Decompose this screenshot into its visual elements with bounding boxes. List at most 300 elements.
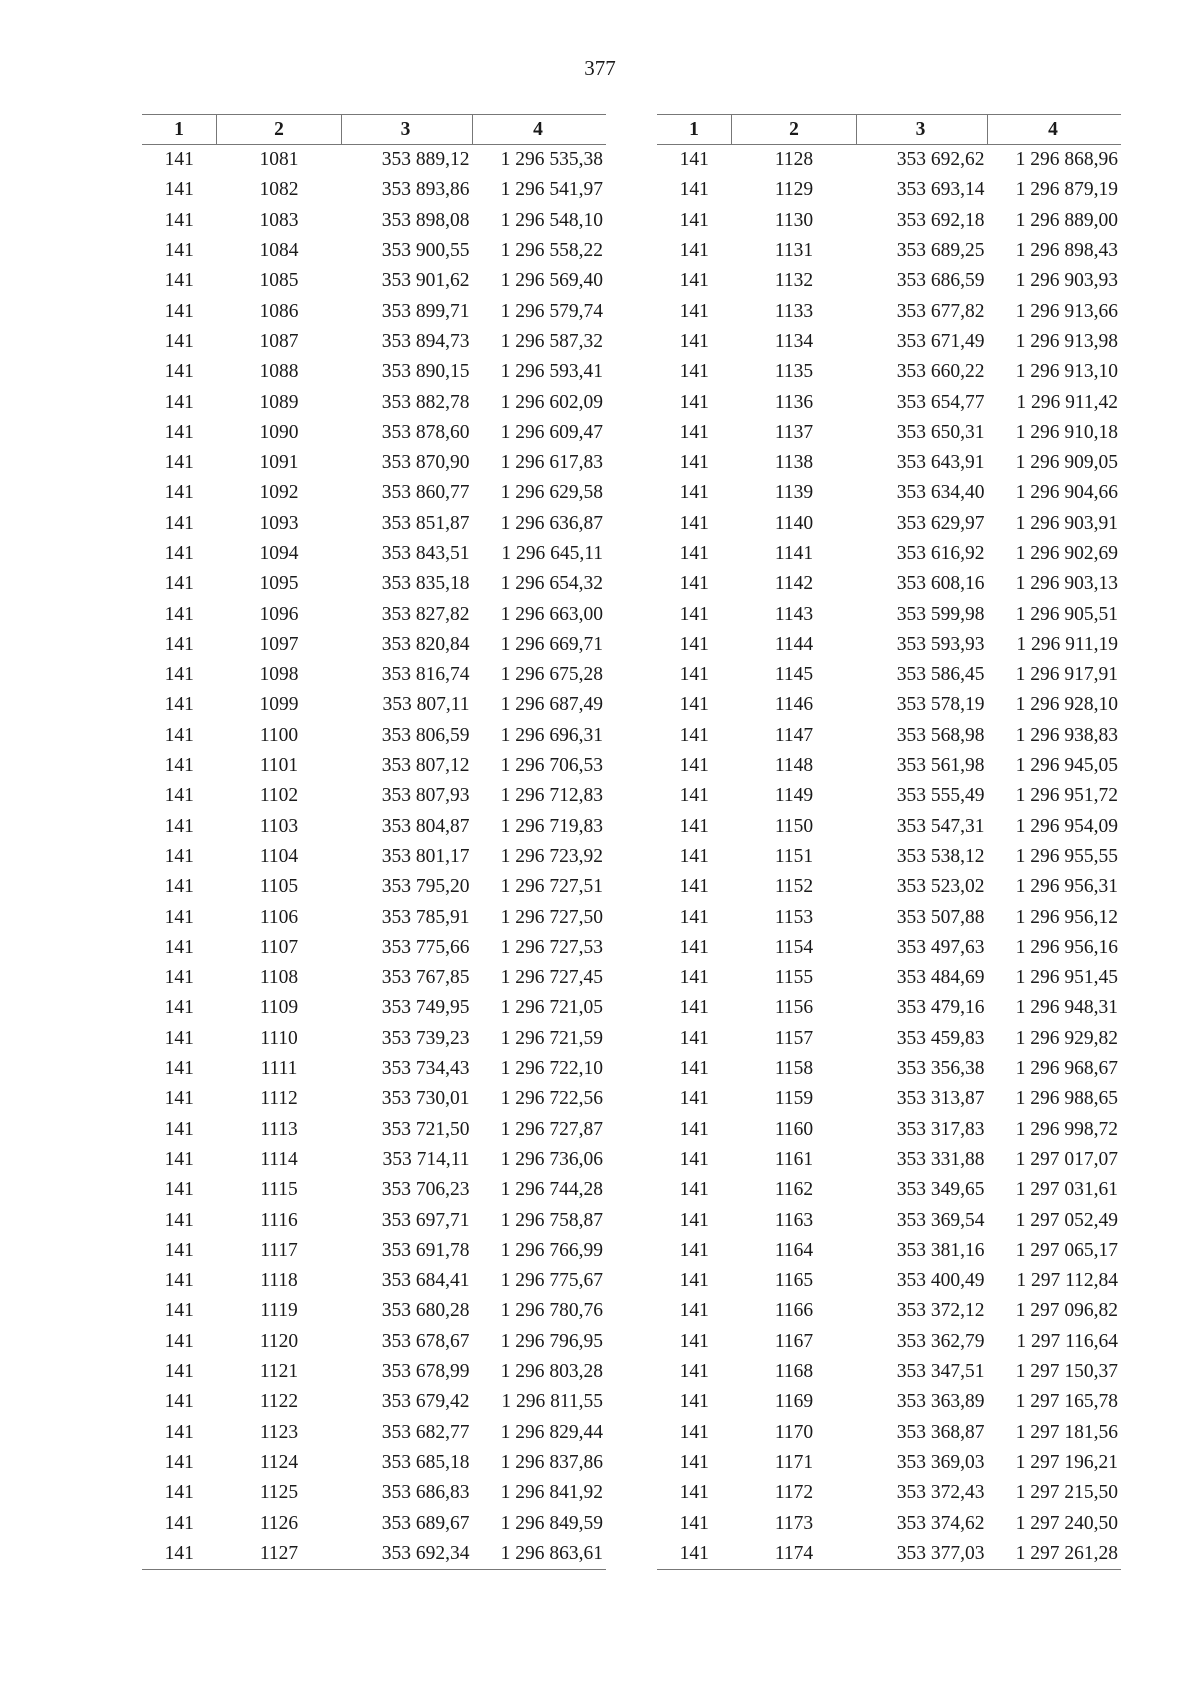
cell-x-coordinate: 353 692,34 [342,1539,473,1570]
table-row [657,690,1121,720]
cell-section: 141 [164,1451,194,1473]
cell-x-coordinate: 353 775,66 [381,936,470,958]
cell-point-number: 1096 [259,603,299,625]
cell-section: 141 [679,270,709,292]
cell-point-number: 1123 [259,1421,299,1443]
cell-point-number: 1155 [774,967,814,989]
table-row [657,1327,1121,1357]
table-row [142,357,606,387]
cell-y-coordinate: 1 297 116,64 [1016,1330,1118,1352]
table-row [657,509,1121,539]
cell-y-coordinate: 1 296 675,28 [500,664,603,686]
cell-x-coordinate: 353 739,23 [381,1027,470,1049]
cell-section: 141 [679,1270,709,1292]
cell-y-coordinate: 1 296 558,22 [500,240,603,262]
table-row [657,448,1121,478]
cell-y-coordinate: 1 296 579,74 [500,300,603,322]
cell-y-coordinate: 1 296 727,87 [500,1118,603,1140]
cell-point-number: 1145 [774,664,814,686]
table-row [142,206,606,236]
cell-y-coordinate: 1 297 096,82 [1015,1300,1118,1322]
cell-point-number: 1130 [774,209,814,231]
cell-section: 141 [679,149,709,171]
cell-point-number: 1161 [774,1148,814,1170]
cell-x-coordinate: 353 593,93 [896,633,985,655]
table-row [142,842,606,872]
table-row [142,145,606,176]
cell-section: 141 [679,573,709,595]
cell-section: 141 [679,664,709,686]
table-row [657,993,1121,1023]
cell-x-coordinate: 353 586,45 [896,664,985,686]
cell-y-coordinate: 1 296 719,83 [500,815,603,837]
table-row [657,660,1121,690]
cell-section: 141 [164,179,194,201]
table-row [142,539,606,569]
cell-x-coordinate: 353 677,82 [896,300,985,322]
cell-point-number: 1116 [260,1209,298,1231]
table-row [657,1387,1121,1417]
table-row [142,327,606,357]
cell-section: 141 [164,1421,194,1443]
table-row [657,1448,1121,1478]
cell-x-coordinate: 353 692,62 [896,149,985,171]
cell-point-number: 1146 [774,694,814,716]
cell-y-coordinate: 1 296 903,91 [1015,512,1118,534]
table-row [142,509,606,539]
cell-point-number: 1084 [259,240,299,262]
cell-x-coordinate: 353 599,98 [896,603,985,625]
cell-x-coordinate: 353 523,02 [896,876,985,898]
cell-x-coordinate: 353 882,78 [381,391,470,413]
cell-x-coordinate: 353 685,18 [381,1451,470,1473]
cell-x-coordinate: 353 372,12 [896,1300,985,1322]
table-row [142,1508,606,1538]
table-row [142,993,606,1023]
cell-x-coordinate: 353 634,40 [896,482,985,504]
cell-point-number: 1143 [774,603,814,625]
cell-y-coordinate: 1 296 722,56 [500,1088,603,1110]
cell-point-number: 1173 [774,1512,814,1534]
cell-y-coordinate: 1 296 727,50 [500,906,603,928]
cell-section: 141 [164,1209,194,1231]
cell-section: 141 [164,452,194,474]
table-row [142,1478,606,1508]
cell-y-coordinate: 1 297 017,07 [1015,1148,1118,1170]
cell-point-number: 1121 [259,1361,299,1383]
cell-x-coordinate: 353 820,84 [381,633,470,655]
table-row [142,1024,606,1054]
cell-point-number: 1134 [774,330,814,352]
cell-x-coordinate: 353 650,31 [896,421,985,443]
cell-x-coordinate: 353 538,12 [896,845,985,867]
cell-point-number: 1152 [774,876,814,898]
cell-y-coordinate: 1 296 938,83 [1015,724,1118,746]
cell-y-coordinate: 1 296 744,28 [500,1179,603,1201]
cell-x-coordinate: 353 679,42 [381,1391,470,1413]
cell-x-coordinate: 353 730,01 [381,1088,470,1110]
cell-y-coordinate: 1 296 913,98 [1015,330,1118,352]
table-row [142,266,606,296]
table-row [142,1266,606,1296]
cell-section: 141 [164,391,194,413]
cell-y-coordinate: 1 297 181,56 [1015,1421,1118,1443]
cell-point-number: 1165 [774,1270,814,1292]
table-row [657,1084,1121,1114]
cell-x-coordinate: 353 507,88 [896,906,985,928]
cell-point-number: 1128 [774,149,814,171]
cell-point-number: 1126 [259,1512,299,1534]
cell-y-coordinate: 1 296 956,31 [1015,876,1118,898]
cell-section: 141 [164,906,194,928]
cell-section: 141 [679,1421,709,1443]
cell-y-coordinate: 1 296 803,28 [500,1361,603,1383]
cell-x-coordinate: 353 374,62 [896,1512,985,1534]
table-row [142,1084,606,1114]
cell-section: 141 [679,845,709,867]
table-row [142,1448,606,1478]
table-row [657,418,1121,448]
cell-x-coordinate: 353 568,98 [896,724,985,746]
cell-point-number: 1131 [774,240,814,262]
table-row [657,842,1121,872]
cell-x-coordinate: 353 878,60 [381,421,470,443]
cell-point-number: 1120 [259,1330,299,1352]
cell-section: 141 [679,391,709,413]
table-row [657,1296,1121,1326]
cell-y-coordinate: 1 296 954,09 [1015,815,1118,837]
cell-section: 141 [679,452,709,474]
column-header-1: 1 [142,115,217,145]
table-row [142,1387,606,1417]
cell-point-number: 1133 [774,300,814,322]
table-row [657,327,1121,357]
cell-x-coordinate: 353 714,11 [382,1148,470,1170]
cell-section: 141 [164,603,194,625]
cell-x-coordinate: 353 347,51 [896,1361,985,1383]
cell-x-coordinate: 353 381,16 [896,1239,985,1261]
table-row [657,1539,1121,1570]
cell-y-coordinate: 1 296 956,16 [1015,936,1118,958]
cell-point-number: 1103 [259,815,299,837]
cell-section: 141 [164,512,194,534]
cell-x-coordinate: 353 721,50 [381,1118,470,1140]
table-row [657,1175,1121,1205]
table-row [657,1205,1121,1235]
cell-y-coordinate: 1 296 780,76 [500,1300,603,1322]
cell-section: 141 [679,815,709,837]
cell-point-number: 1127 [217,1539,342,1570]
cell-section: 141 [164,1239,194,1261]
cell-y-coordinate: 1 296 988,65 [1015,1088,1118,1110]
cell-section: 141 [164,633,194,655]
cell-section: 141 [164,330,194,352]
cell-section: 141 [679,209,709,231]
cell-section: 141 [679,603,709,625]
cell-y-coordinate: 1 296 687,49 [500,694,603,716]
cell-y-coordinate: 1 297 150,37 [1015,1361,1118,1383]
cell-x-coordinate: 353 697,71 [381,1209,470,1231]
cell-y-coordinate: 1 297 215,50 [1015,1482,1118,1504]
cell-y-coordinate: 1 297 031,61 [1015,1179,1118,1201]
cell-y-coordinate: 1 297 112,84 [1016,1270,1118,1292]
cell-point-number: 1099 [259,694,299,716]
cell-y-coordinate: 1 296 636,87 [500,512,603,534]
cell-section: 141 [164,421,194,443]
cell-section: 141 [164,1330,194,1352]
cell-y-coordinate: 1 296 841,92 [500,1482,603,1504]
cell-x-coordinate: 353 804,87 [381,815,470,837]
table-row [142,630,606,660]
cell-section: 141 [679,1451,709,1473]
cell-y-coordinate: 1 296 829,44 [500,1421,603,1443]
cell-y-coordinate: 1 296 898,43 [1015,240,1118,262]
cell-section: 141 [679,361,709,383]
cell-point-number: 1174 [732,1539,857,1570]
coordinates-table-left [142,114,606,1570]
cell-point-number: 1157 [774,1027,814,1049]
cell-point-number: 1086 [259,300,299,322]
cell-section: 141 [164,573,194,595]
cell-section: 141 [679,1361,709,1383]
cell-point-number: 1135 [774,361,814,383]
cell-point-number: 1097 [259,633,299,655]
cell-x-coordinate: 353 900,55 [381,240,470,262]
cell-y-coordinate: 1 296 863,61 [473,1539,607,1570]
cell-y-coordinate: 1 296 929,82 [1015,1027,1118,1049]
table-row [657,963,1121,993]
cell-x-coordinate: 353 479,16 [896,997,985,1019]
cell-y-coordinate: 1 296 706,53 [500,755,603,777]
cell-x-coordinate: 353 561,98 [896,755,985,777]
cell-point-number: 1144 [774,633,814,655]
cell-point-number: 1154 [774,936,814,958]
cell-y-coordinate: 1 296 903,93 [1015,270,1118,292]
cell-section: 141 [679,1391,709,1413]
cell-section: 141 [164,1088,194,1110]
cell-x-coordinate: 353 889,12 [381,149,470,171]
cell-x-coordinate: 353 369,54 [896,1209,985,1231]
table-row [657,599,1121,629]
table-row [142,569,606,599]
cell-y-coordinate: 1 296 879,19 [1015,179,1118,201]
cell-point-number: 1083 [259,209,299,231]
cell-x-coordinate: 353 369,03 [896,1451,985,1473]
cell-x-coordinate: 353 372,43 [896,1482,985,1504]
cell-section: 141 [679,512,709,534]
cell-x-coordinate: 353 349,65 [896,1179,985,1201]
table-row [657,721,1121,751]
cell-x-coordinate: 353 608,16 [896,573,985,595]
cell-section: 141 [164,1027,194,1049]
cell-point-number: 1138 [774,452,814,474]
cell-point-number: 1158 [774,1058,814,1080]
cell-section: 141 [679,1179,709,1201]
cell-x-coordinate: 353 851,87 [381,512,470,534]
cell-section: 141 [679,240,709,262]
cell-point-number: 1118 [260,1270,298,1292]
table-row [657,1478,1121,1508]
cell-section: 141 [679,1482,709,1504]
cell-section: 141 [657,1539,732,1570]
cell-x-coordinate: 353 547,31 [896,815,985,837]
cell-y-coordinate: 1 297 165,78 [1015,1391,1118,1413]
table-row [142,1417,606,1447]
cell-point-number: 1098 [259,664,299,686]
cell-section: 141 [679,633,709,655]
table-row [142,296,606,326]
table-row [142,872,606,902]
cell-point-number: 1089 [259,391,299,413]
table-row [657,145,1121,176]
cell-point-number: 1132 [774,270,814,292]
cell-section: 141 [164,967,194,989]
cell-x-coordinate: 353 894,73 [381,330,470,352]
cell-y-coordinate: 1 296 696,31 [500,724,603,746]
table-row [657,266,1121,296]
cell-section: 141 [679,1300,709,1322]
cell-point-number: 1167 [774,1330,814,1352]
cell-y-coordinate: 1 296 535,38 [500,149,603,171]
table-row [142,781,606,811]
cell-y-coordinate: 1 296 766,99 [500,1239,603,1261]
cell-x-coordinate: 353 459,83 [896,1027,985,1049]
cell-y-coordinate: 1 296 727,45 [500,967,603,989]
table-row [142,812,606,842]
cell-x-coordinate: 353 400,49 [896,1270,985,1292]
cell-y-coordinate: 1 296 593,41 [500,361,603,383]
table-row [657,751,1121,781]
cell-y-coordinate: 1 296 609,47 [500,421,603,443]
cell-point-number: 1168 [774,1361,814,1383]
cell-point-number: 1119 [260,1300,298,1322]
table-row [657,902,1121,932]
table-row [142,690,606,720]
table-row [657,933,1121,963]
cell-section: 141 [679,785,709,807]
cell-point-number: 1085 [259,270,299,292]
cell-x-coordinate: 353 313,87 [896,1088,985,1110]
cell-y-coordinate: 1 296 669,71 [500,633,603,655]
cell-section: 141 [679,543,709,564]
cell-section: 141 [679,330,709,352]
cell-point-number: 1107 [259,936,299,958]
cell-x-coordinate: 353 835,18 [381,573,470,595]
cell-x-coordinate: 353 807,93 [381,785,470,807]
cell-y-coordinate: 1 296 905,51 [1015,603,1118,625]
cell-x-coordinate: 353 497,63 [896,936,985,958]
cell-y-coordinate: 1 296 998,72 [1015,1118,1118,1140]
cell-point-number: 1136 [774,391,814,413]
cell-point-number: 1170 [774,1421,814,1443]
cell-section: 141 [679,421,709,443]
cell-section: 141 [164,1270,194,1292]
table-row [657,781,1121,811]
cell-point-number: 1137 [774,421,814,443]
cell-x-coordinate: 353 678,99 [381,1361,470,1383]
cell-section: 141 [164,1482,194,1504]
cell-point-number: 1093 [259,512,299,534]
cell-point-number: 1149 [774,785,814,807]
cell-x-coordinate: 353 660,22 [896,361,985,383]
cell-section: 141 [164,270,194,292]
cell-x-coordinate: 353 578,19 [896,694,985,716]
cell-y-coordinate: 1 296 712,83 [500,785,603,807]
cell-y-coordinate: 1 296 913,10 [1015,361,1118,383]
cell-y-coordinate: 1 296 775,67 [500,1270,603,1292]
column-header-2: 2 [217,115,342,145]
cell-point-number: 1114 [260,1148,298,1170]
cell-x-coordinate: 353 356,38 [896,1058,985,1080]
cell-x-coordinate: 353 689,67 [381,1512,470,1534]
cell-y-coordinate: 1 296 722,10 [500,1058,603,1080]
cell-x-coordinate: 353 680,28 [381,1300,470,1322]
cell-section: 141 [679,906,709,928]
cell-point-number: 1163 [774,1209,814,1231]
cell-y-coordinate: 1 296 948,31 [1015,997,1118,1019]
cell-section: 141 [164,845,194,867]
cell-y-coordinate: 1 296 917,91 [1015,664,1118,686]
cell-y-coordinate: 1 296 727,53 [500,936,603,958]
table-row [142,418,606,448]
cell-y-coordinate: 1 296 723,92 [500,845,603,867]
table-row [142,1145,606,1175]
cell-y-coordinate: 1 296 736,06 [500,1148,603,1170]
cell-point-number: 1094 [259,543,299,564]
cell-point-number: 1082 [259,179,299,201]
table-row [142,1236,606,1266]
cell-y-coordinate: 1 296 629,58 [500,482,603,504]
cell-point-number: 1102 [259,785,299,807]
cell-y-coordinate: 1 296 645,11 [501,543,603,564]
cell-point-number: 1129 [774,179,814,201]
cell-x-coordinate: 353 686,59 [896,270,985,292]
cell-point-number: 1172 [774,1482,814,1504]
cell-point-number: 1142 [774,573,814,595]
cell-y-coordinate: 1 296 617,83 [500,452,603,474]
cell-section: 141 [679,1330,709,1352]
cell-point-number: 1090 [259,421,299,443]
cell-y-coordinate: 1 297 196,21 [1015,1451,1118,1473]
cell-x-coordinate: 353 555,49 [896,785,985,807]
cell-point-number: 1140 [774,512,814,534]
table-row [142,1539,606,1570]
cell-point-number: 1171 [774,1451,814,1473]
cell-x-coordinate: 353 801,17 [381,845,470,867]
cell-point-number: 1117 [260,1239,298,1261]
cell-y-coordinate: 1 297 261,28 [988,1539,1122,1570]
cell-section: 141 [679,1209,709,1231]
cell-point-number: 1091 [259,452,299,474]
cell-x-coordinate: 353 682,77 [381,1421,470,1443]
table-row [142,448,606,478]
column-header-3: 3 [857,115,988,145]
table-header-row [142,115,606,145]
table-row [657,478,1121,508]
cell-section: 141 [142,1539,217,1570]
cell-section: 141 [164,785,194,807]
cell-section: 141 [164,664,194,686]
cell-point-number: 1150 [774,815,814,837]
cell-section: 141 [679,694,709,716]
cell-y-coordinate: 1 296 889,00 [1015,209,1118,231]
cell-x-coordinate: 353 317,83 [896,1118,985,1140]
cell-section: 141 [164,300,194,322]
table-header-row [657,115,1121,145]
cell-section: 141 [164,724,194,746]
cell-x-coordinate: 353 860,77 [381,482,470,504]
cell-x-coordinate: 353 686,83 [381,1482,470,1504]
